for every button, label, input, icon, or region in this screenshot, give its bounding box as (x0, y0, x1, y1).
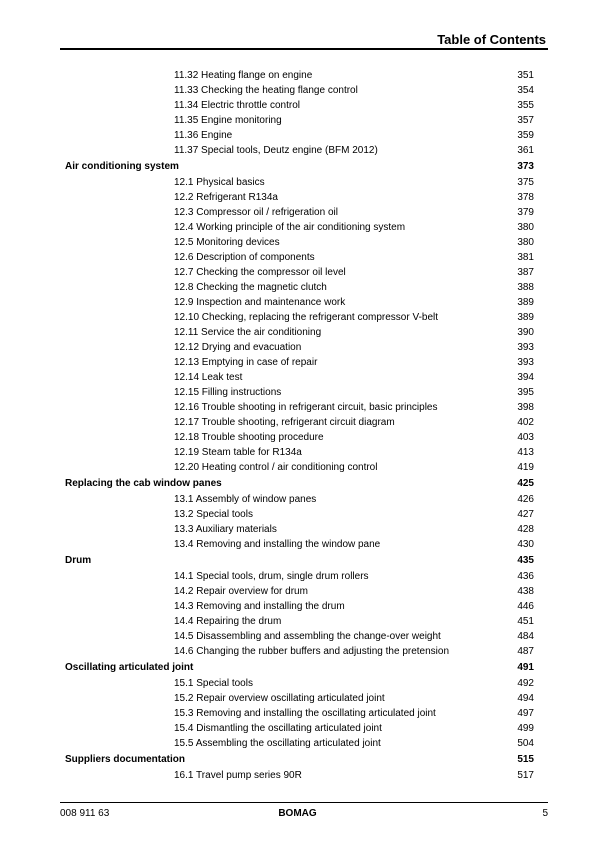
toc-section-entry[interactable] (0, 415, 595, 430)
toc-entry-title: 13.2 Special tools (174, 509, 253, 520)
toc-entry-page: 430 (517, 539, 534, 550)
footer-page-number: 5 (542, 808, 548, 819)
toc-entry-title: 12.7 Checking the compressor oil level (174, 267, 346, 278)
toc-entry-title: 11.34 Electric throttle control (174, 100, 300, 111)
toc-section-entry[interactable] (0, 143, 595, 158)
toc-entry-title: Replacing the cab window panes (65, 478, 222, 489)
toc-entry-page: 379 (517, 207, 534, 218)
toc-section-entry[interactable] (0, 691, 595, 706)
toc-entry-title: 12.5 Monitoring devices (174, 237, 280, 248)
toc-section-entry[interactable] (0, 629, 595, 644)
toc-section-entry[interactable] (0, 235, 595, 250)
toc-entry-title: Oscillating articulated joint (65, 662, 194, 673)
toc-entry-page: 361 (517, 145, 534, 156)
toc-entry-page: 387 (517, 267, 534, 278)
toc-entry-page: 393 (517, 357, 534, 368)
toc-section-entry[interactable] (0, 584, 595, 599)
toc-section-entry[interactable] (0, 736, 595, 751)
toc-section-entry[interactable] (0, 721, 595, 736)
toc-entry-title: Suppliers documentation (65, 754, 186, 765)
toc-entry-title: 12.6 Description of components (174, 252, 315, 263)
toc-entry-page: 373 (517, 161, 534, 172)
toc-entry-title: 12.15 Filling instructions (174, 387, 282, 398)
toc-entry-title: 12.2 Refrigerant R134a (174, 192, 278, 203)
toc-chapter-entry[interactable] (0, 751, 595, 768)
toc-section-entry[interactable] (0, 507, 595, 522)
toc-section-entry[interactable] (0, 614, 595, 629)
toc-entry-title: 11.32 Heating flange on engine (174, 70, 313, 81)
toc-chapter-entry[interactable] (0, 158, 595, 175)
toc-entry-page: 393 (517, 342, 534, 353)
toc-entry-title: 13.3 Auxiliary materials (174, 524, 277, 535)
toc-section-entry[interactable] (0, 385, 595, 400)
toc-section-entry[interactable] (0, 83, 595, 98)
toc-section-entry[interactable] (0, 676, 595, 691)
toc-entry-title: 12.4 Working principle of the air conditioning system (174, 222, 406, 233)
toc-section-entry[interactable] (0, 340, 595, 355)
footer-brand: BOMAG (278, 808, 317, 819)
toc-entry-page: 355 (517, 100, 534, 111)
toc-section-entry[interactable] (0, 644, 595, 659)
toc-entry-page: 446 (517, 601, 534, 612)
toc-entry-page: 398 (517, 402, 534, 413)
toc-entry-title: 15.4 Dismantling the oscillating articulated joint (174, 723, 382, 734)
toc-entry-title: 12.19 Steam table for R134a (174, 447, 302, 458)
toc-entry-page: 357 (517, 115, 534, 126)
toc-section-entry[interactable] (0, 113, 595, 128)
toc-entry-title: 14.4 Repairing the drum (174, 616, 282, 627)
toc-section-entry[interactable] (0, 460, 595, 475)
toc-section-entry[interactable] (0, 295, 595, 310)
toc-entry-title: 12.1 Physical basics (174, 177, 265, 188)
toc-entry-page: 499 (517, 723, 534, 734)
toc-entry-page: 427 (517, 509, 534, 520)
toc-entry-page: 484 (517, 631, 534, 642)
toc-entry-title: 14.1 Special tools, drum, single drum rollers (174, 571, 369, 582)
toc-entry-page: 492 (517, 678, 534, 689)
toc-entry-page: 494 (517, 693, 534, 704)
toc-entry-title: 12.12 Drying and evacuation (174, 342, 302, 353)
toc-section-entry[interactable] (0, 599, 595, 614)
toc-section-entry[interactable] (0, 175, 595, 190)
toc-entry-title: 12.14 Leak test (174, 372, 243, 383)
toc-entry-page: 381 (517, 252, 534, 263)
toc-entry-page: 395 (517, 387, 534, 398)
toc-section-entry[interactable] (0, 569, 595, 584)
toc-section-entry[interactable] (0, 492, 595, 507)
toc-chapter-entry[interactable] (0, 475, 595, 492)
toc-entry-title: 12.13 Emptying in case of repair (174, 357, 318, 368)
toc-entry-page: 375 (517, 177, 534, 188)
toc-section-entry[interactable] (0, 370, 595, 385)
toc-entry-page: 389 (517, 312, 534, 323)
toc-entry-page: 491 (517, 662, 534, 673)
toc-section-entry[interactable] (0, 190, 595, 205)
toc-section-entry[interactable] (0, 265, 595, 280)
toc-entry-page: 428 (517, 524, 534, 535)
toc-section-entry[interactable] (0, 522, 595, 537)
toc-section-entry[interactable] (0, 445, 595, 460)
toc-section-entry[interactable] (0, 537, 595, 552)
toc-entry-title: 11.35 Engine monitoring (174, 115, 282, 126)
toc-entry-title: 12.20 Heating control / air conditioning control (174, 462, 378, 473)
toc-entry-page: 517 (517, 770, 534, 781)
toc-entry-page: 389 (517, 297, 534, 308)
toc-entry-page: 388 (517, 282, 534, 293)
toc-entry-title: 15.1 Special tools (174, 678, 253, 689)
toc-entry-page: 359 (517, 130, 534, 141)
toc-entry-title: 12.16 Trouble shooting in refrigerant circuit, basic principles (174, 402, 438, 413)
toc-section-entry[interactable] (0, 310, 595, 325)
toc-entry-title: 12.10 Checking, replacing the refrigerant compressor V-belt (174, 312, 439, 323)
toc-entry-title: 13.4 Removing and installing the window pane (174, 539, 381, 550)
toc-entry-title: 12.3 Compressor oil / refrigeration oil (174, 207, 338, 218)
toc-entry-page: 413 (517, 447, 534, 458)
toc-entry-title: 13.1 Assembly of window panes (174, 494, 317, 505)
toc-entry-page: 515 (517, 754, 534, 765)
toc-entry-page: 380 (517, 222, 534, 233)
toc-section-entry[interactable] (0, 325, 595, 340)
footer-rule (60, 802, 548, 803)
toc-entry-title: Air conditioning system (65, 161, 179, 172)
toc-entry-page: 378 (517, 192, 534, 203)
toc-entry-title: 11.37 Special tools, Deutz engine (BFM 2012) (174, 145, 378, 156)
toc-entry-page: 487 (517, 646, 534, 657)
toc-entry-title: 15.3 Removing and installing the oscillating articulated joint (174, 708, 436, 719)
toc-entry-title: Drum (65, 555, 92, 566)
toc-section-entry[interactable] (0, 128, 595, 143)
toc-entry-title: 14.5 Disassembling and assembling the change-over weight (174, 631, 441, 642)
toc-chapter-entry[interactable] (0, 552, 595, 569)
footer-doc-number: 008 911 63 (60, 808, 110, 819)
toc-section-entry[interactable] (0, 706, 595, 721)
toc-section-entry[interactable] (0, 205, 595, 220)
table-of-contents (0, 68, 595, 783)
toc-section-entry[interactable] (0, 430, 595, 445)
toc-entry-page: 351 (517, 70, 534, 81)
toc-entry-page: 504 (517, 738, 534, 749)
toc-entry-title: 15.5 Assembling the oscillating articulated joint (174, 738, 381, 749)
toc-entry-page: 390 (517, 327, 534, 338)
toc-section-entry[interactable] (0, 220, 595, 235)
toc-entry-page: 394 (517, 372, 534, 383)
toc-entry-title: 12.11 Service the air conditioning (174, 327, 322, 338)
toc-entry-title: 12.9 Inspection and maintenance work (174, 297, 346, 308)
toc-entry-page: 403 (517, 432, 534, 443)
toc-entry-page: 436 (517, 571, 534, 582)
toc-section-entry[interactable] (0, 400, 595, 415)
toc-section-entry[interactable] (0, 768, 595, 783)
toc-entry-title: 12.8 Checking the magnetic clutch (174, 282, 327, 293)
toc-entry-page: 402 (517, 417, 534, 428)
toc-entry-page: 380 (517, 237, 534, 248)
header-rule (60, 48, 548, 50)
toc-section-entry[interactable] (0, 98, 595, 113)
toc-entry-page: 438 (517, 586, 534, 597)
toc-entry-title: 15.2 Repair overview oscillating articulated joint (174, 693, 385, 704)
toc-entry-title: 14.6 Changing the rubber buffers and adjusting the pretension (174, 646, 450, 657)
toc-entry-title: 11.36 Engine (174, 130, 233, 141)
toc-entry-title: 14.2 Repair overview for drum (174, 586, 308, 597)
toc-entry-page: 419 (517, 462, 534, 473)
toc-entry-title: 12.18 Trouble shooting procedure (174, 432, 324, 443)
toc-entry-page: 497 (517, 708, 534, 719)
toc-entry-page: 426 (517, 494, 534, 505)
toc-entry-page: 425 (517, 478, 534, 489)
toc-section-entry[interactable] (0, 250, 595, 265)
toc-entry-title: 14.3 Removing and installing the drum (174, 601, 345, 612)
toc-entry-page: 435 (517, 555, 534, 566)
toc-entry-title: 11.33 Checking the heating flange control (174, 85, 358, 96)
header-title: Table of Contents (437, 32, 546, 47)
toc-entry-title: 12.17 Trouble shooting, refrigerant circuit diagram (174, 417, 395, 428)
toc-section-entry[interactable] (0, 280, 595, 295)
toc-section-entry[interactable] (0, 355, 595, 370)
toc-section-entry[interactable] (0, 68, 595, 83)
toc-entry-page: 354 (517, 85, 534, 96)
toc-entry-page: 451 (517, 616, 534, 627)
toc-chapter-entry[interactable] (0, 659, 595, 676)
toc-entry-title: 16.1 Travel pump series 90R (174, 770, 302, 781)
